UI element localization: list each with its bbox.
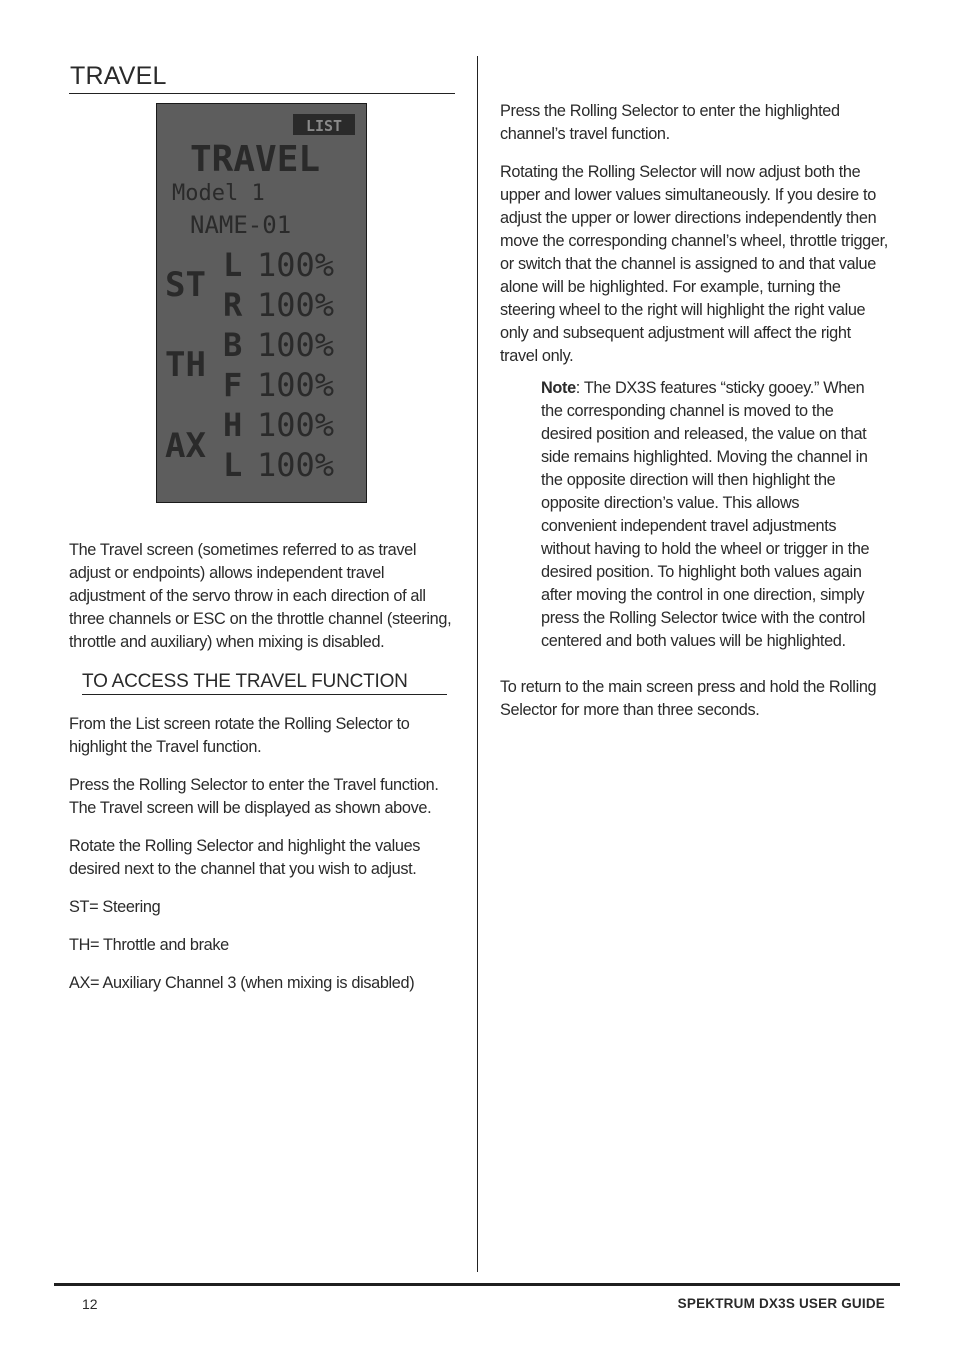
lcd-title: TRAVEL: [190, 139, 321, 180]
legend-steering: ST= Steering: [69, 898, 161, 916]
subheading-access-travel: TO ACCESS THE TRAVEL FUNCTION: [82, 671, 447, 695]
lcd-value-st-l: 100%: [257, 246, 335, 284]
legend-auxiliary: AX= Auxiliary Channel 3 (when mixing is disabled): [69, 974, 415, 992]
lcd-display: [157, 104, 366, 502]
step-paragraph-3: Rotate the Rolling Selector and highlight the values desired next to the channel that you wish to adjust.: [69, 837, 421, 878]
note-text: : The DX3S features “sticky gooey.” When the corresponding channel is moved to the desired position and released, the value on that side remains highlighted. Moving the channel in the opposite direction will then highlight the opposite direction’s value. This allows convenient independent travel adjustments without having to hold the wheel or trigger in the desired position. To highlight both values again after moving the control in one direction, simply press the Rolling Selector twice with the control centered and both values will be highlighted.: [541, 379, 870, 650]
step-paragraph-2: Press the Rolling Selector to enter the Travel function. The Travel screen will be displayed as shown above.: [69, 776, 439, 817]
note-label: Note: [541, 379, 576, 397]
lcd-screenshot: [156, 103, 455, 503]
guide-title: SPEKTRUM DX3S USER GUIDE: [677, 1296, 885, 1311]
lcd-value-ax-l: 100%: [257, 446, 335, 484]
lcd-value-th-b: 100%: [257, 326, 335, 364]
right-column: [500, 100, 890, 722]
lcd-dir-ax-l: L: [223, 446, 243, 484]
lcd-value-th-f: 100%: [257, 366, 335, 404]
lcd-group-ax: AX: [165, 426, 206, 466]
lcd-dir-st-r: R: [223, 286, 243, 324]
lcd-dir-th-b: B: [223, 326, 243, 364]
right-paragraph-3: To return to the main screen press and hold the Rolling Selector for more than three seconds.: [500, 678, 877, 719]
note-block: [541, 377, 871, 653]
lcd-name: NAME-01: [190, 211, 292, 239]
step-paragraph-1: From the List screen rotate the Rolling Selector to highlight the Travel function.: [69, 715, 410, 756]
lcd-value-st-r: 100%: [257, 286, 335, 324]
lcd-dir-ax-h: H: [223, 406, 243, 444]
lcd-group-st: ST: [165, 265, 206, 305]
footer-rule: [54, 1283, 900, 1286]
lcd-badge-list: LIST: [305, 117, 343, 135]
page-title: TRAVEL: [69, 62, 455, 94]
legend-throttle: TH= Throttle and brake: [69, 936, 229, 954]
page-number: 12: [82, 1296, 98, 1312]
lcd-screen: [156, 103, 367, 503]
intro-paragraph: The Travel screen (sometimes referred to as travel adjust or endpoints) allows independent travel adjustment of the servo throw in each direction of all three channels or ESC on the throttle channel (steering, throttle and auxiliary) when mixing is disabled.: [69, 541, 452, 651]
lcd-dir-th-f: F: [223, 366, 243, 404]
lcd-group-th: TH: [165, 345, 206, 385]
left-column: [69, 62, 455, 995]
right-paragraph-2: Rotating the Rolling Selector will now adjust both the upper and lower values simultaneously. If you desire to adjust the upper or lower directions independently then move the corresponding channel’s wheel, throttle trigger, or switch that the channel is assigned to and that value alone will be highlighted. For example, turning the steering wheel to the right will highlight the right value only and subsequent adjustment will affect the right travel only.: [500, 163, 888, 365]
lcd-model: Model 1: [172, 181, 265, 206]
right-paragraph-1: Press the Rolling Selector to enter the highlighted channel’s travel function.: [500, 102, 840, 143]
column-divider: [477, 56, 478, 1272]
lcd-dir-st-l: L: [223, 246, 243, 284]
lcd-value-ax-h: 100%: [257, 406, 335, 444]
